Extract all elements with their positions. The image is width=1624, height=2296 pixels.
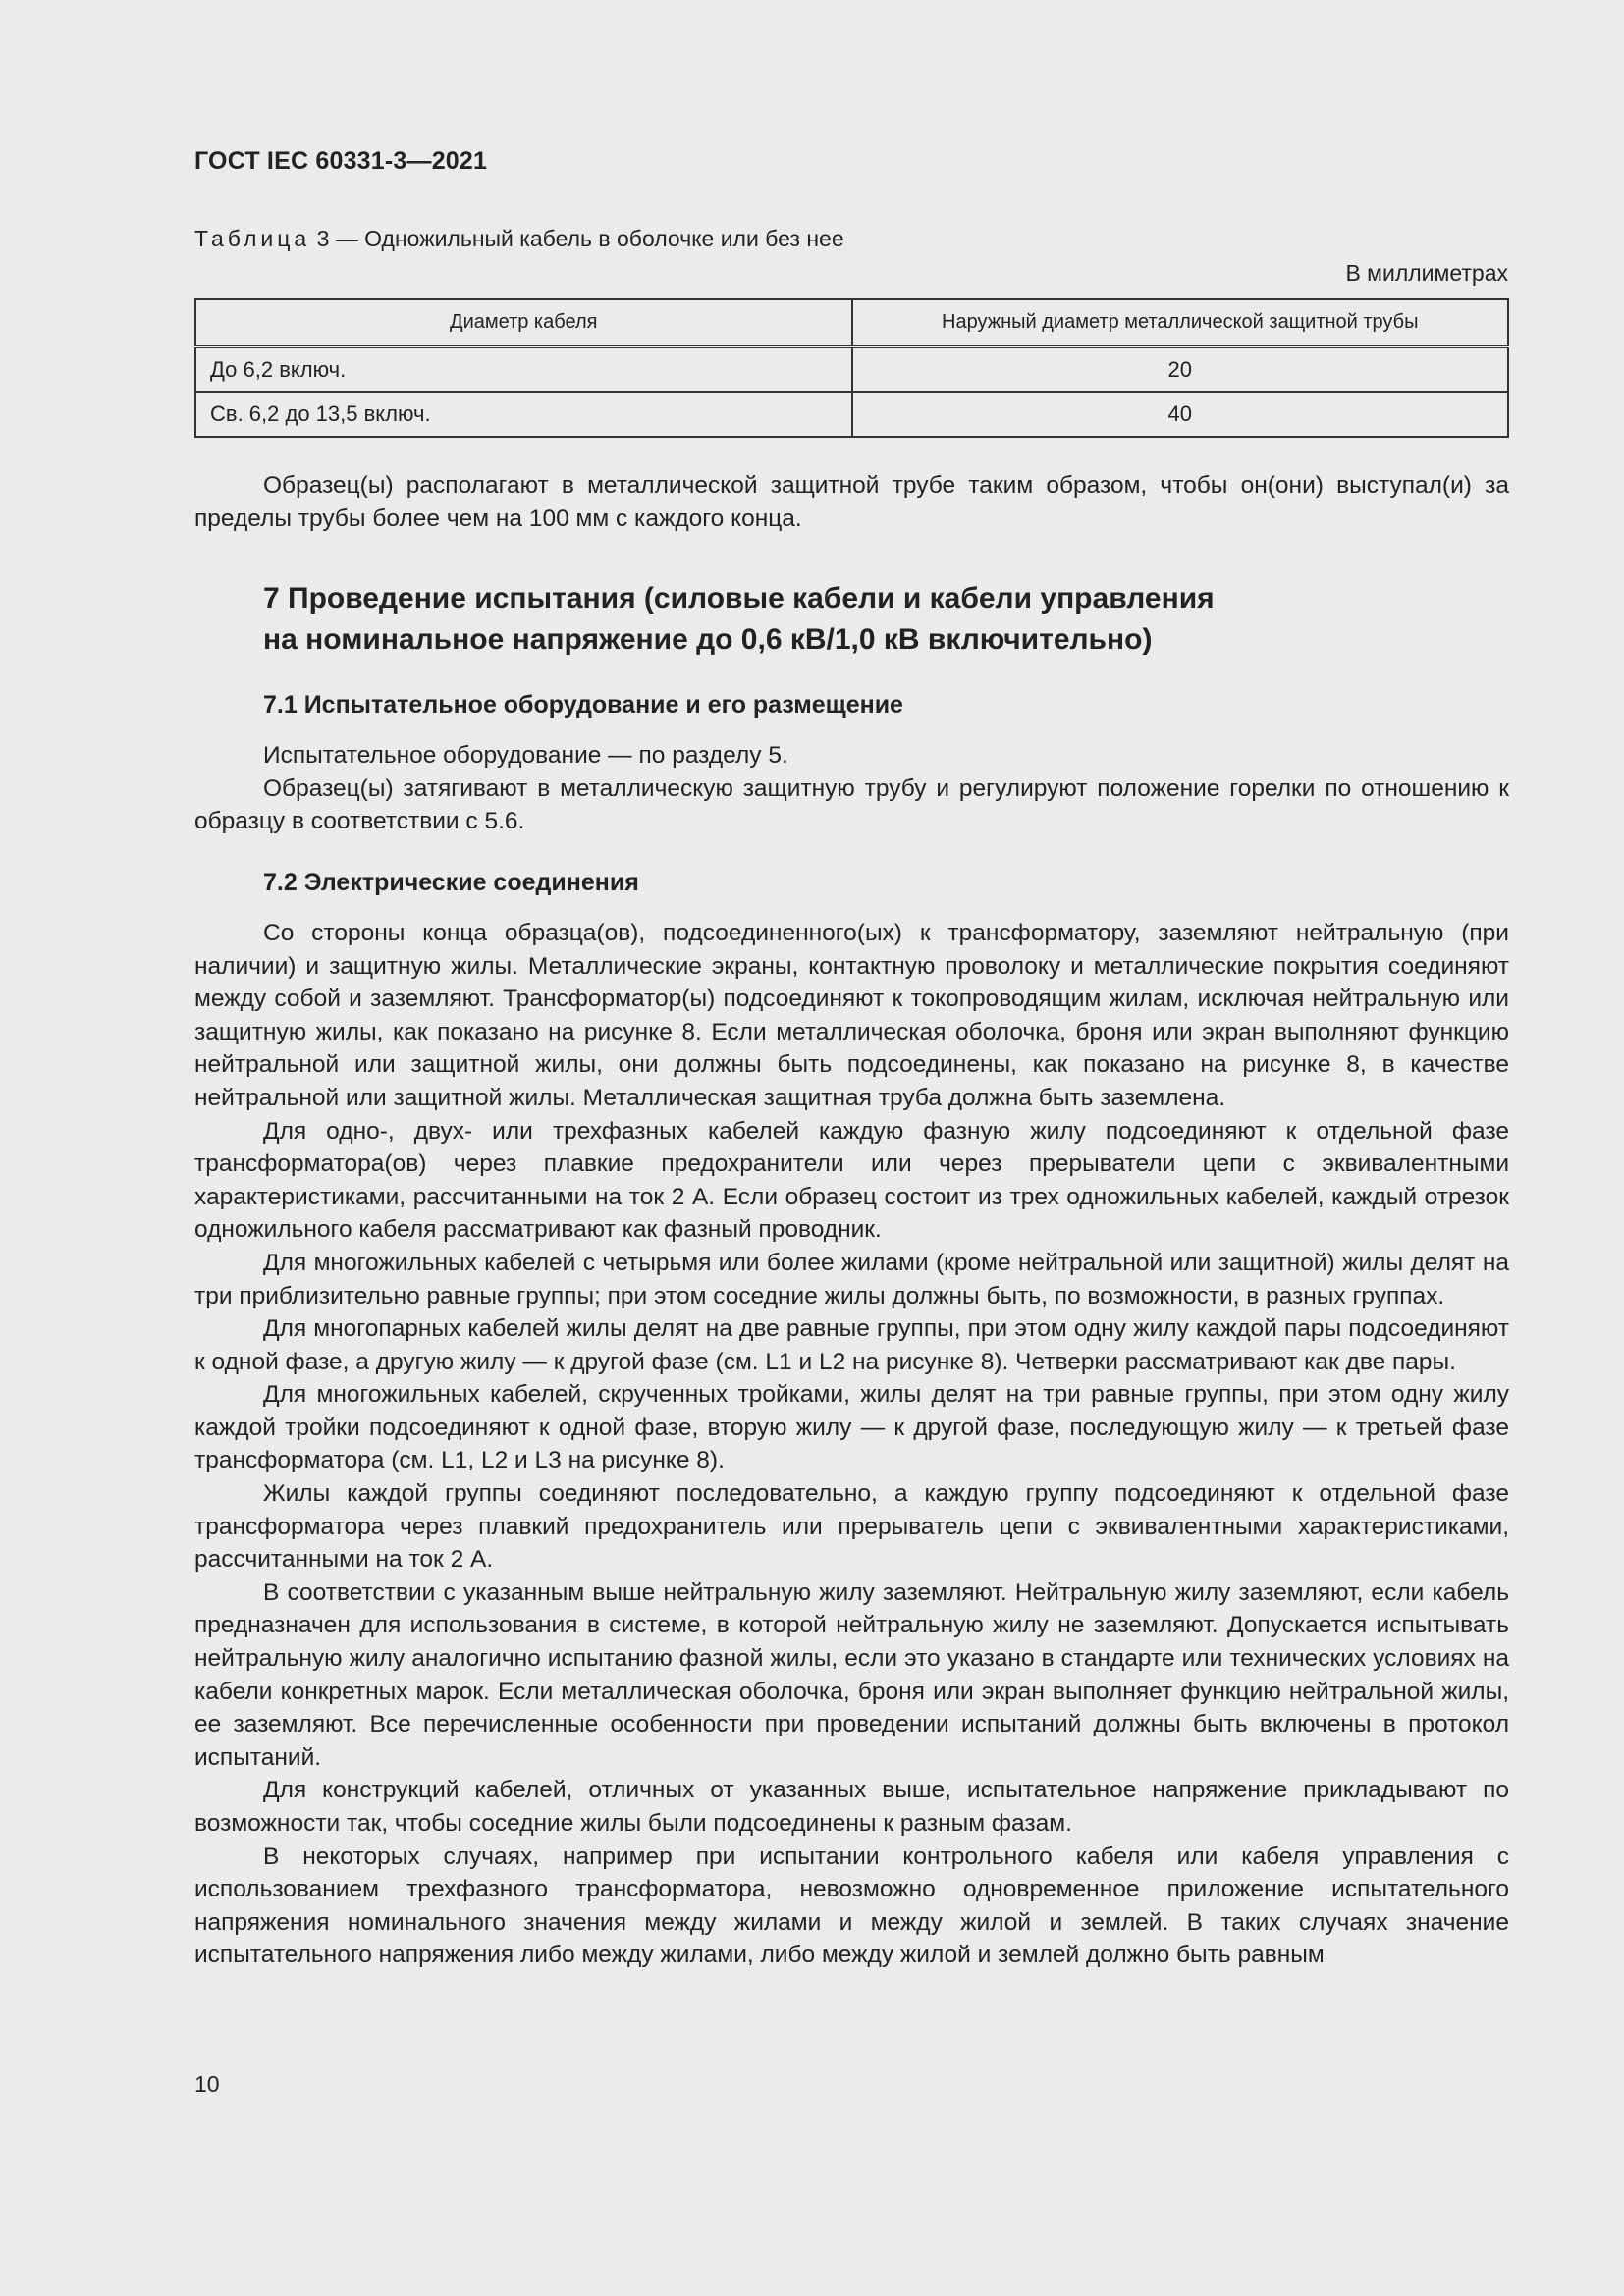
table-cell-diameter: Св. 6,2 до 13,5 включ.	[195, 392, 852, 437]
section-7-2-heading: 7.2 Электрические соединения	[263, 868, 639, 896]
paragraph: Испытательное оборудование — по разделу 5.	[263, 742, 788, 770]
table-cell-tube: 40	[852, 392, 1509, 437]
table-header-cell: Диаметр кабеля	[195, 299, 852, 347]
table-header-row	[195, 299, 1508, 347]
paragraph: Для конструкций кабелей, отличных от указанных выше, испытательное напряжение прикладывают по возможности так, чтобы соседние жилы были подсоединены к разным фазам.	[194, 1777, 1509, 1837]
document-header: ГОСТ IEC 60331-3—2021	[194, 147, 488, 175]
paragraph: Для многожильных кабелей с четырьмя или более жилами (кроме нейтральной или защитной) жилы делят на три приблизительно равные группы; при этом соседние жилы должны быть, по возможности, в разных группах.	[194, 1249, 1509, 1309]
table-caption-text: 3 — Одножильный кабель в оболочке или без нее	[316, 226, 844, 251]
section-7-heading-line1: 7 Проведение испытания (силовые кабели и кабели управления	[263, 582, 1215, 615]
table-caption	[194, 226, 844, 252]
table-header-cell: Наружный диаметр металлической защитной трубы	[852, 299, 1509, 347]
paragraph: В некоторых случаях, например при испытании контрольного кабеля или кабеля управления с использованием трехфазного трансформатора, невозможно одновременное приложение испытательного напряжения номинального значения между жилами и между жилой и землей. В таких случаях значение испытательного напряжения либо между жилами, либо между жилой и землей должно быть равным	[194, 1842, 1509, 1969]
document-body	[194, 469, 1509, 1972]
table-cell-diameter: До 6,2 включ.	[195, 347, 852, 392]
section-7-1-heading: 7.1 Испытательное оборудование и его размещение	[263, 691, 903, 720]
paragraph: Для многопарных кабелей жилы делят на две равные группы, при этом одну жилу каждой пары подсоединяют к одной фазе, а другую жилу — к другой фазе (см. L1 и L2 на рисунке 8). Четверки рассматривают как две пары.	[194, 1315, 1509, 1375]
paragraph: Образец(ы) затягивают в металлическую защитную трубу и регулируют положение горелки по отношению к образцу в соответствии с 5.6.	[194, 774, 1509, 835]
section-7-heading-line2: на номинальное напряжение до 0,6 кВ/1,0 кВ включительно)	[263, 623, 1153, 657]
table-row	[195, 392, 1508, 437]
table-caption-prefix: Таблица	[194, 226, 311, 251]
paragraph: Для одно-, двух- или трехфазных кабелей каждую фазную жилу подсоединяют к отдельной фазе трансформатора(ов) через плавкие предохранители или через прерыватели цепи с эквивалентными характеристиками, рассчитанными на ток 2 А. Если образец состоит из трех одножильных кабелей, каждый отрезок одножильного кабеля рассматривают как фазный проводник.	[194, 1117, 1509, 1244]
table-row	[195, 347, 1508, 392]
paragraph: Жилы каждой группы соединяют последовательно, а каждую группу подсоединяют к отдельной фазе трансформатора через плавкий предохранитель или прерыватель цепи с эквивалентными характеристиками, рассчитанными на ток 2 А.	[194, 1480, 1509, 1574]
table-cell-tube: 20	[852, 347, 1509, 392]
paragraph: В соответствии с указанным выше нейтральную жилу заземляют. Нейтральную жилу заземляют, если кабель предназначен для использования в системе, в которой нейтральную жилу не заземляют. Допускается испытывать нейтральную жилу аналогично испытанию фазной жилы, если это указано в стандарте или технических условиях на кабели конкретных марок. Если металлическая оболочка, броня или экран выполняет функцию нейтральной жилы, ее заземляют. Все перечисленные особенности при проведении испытаний должны быть включены в протокол испытаний.	[194, 1578, 1509, 1771]
page-number: 10	[194, 2071, 220, 2097]
table-units: В миллиметрах	[1345, 260, 1508, 286]
paragraph: Со стороны конца образца(ов), подсоединенного(ых) к трансформатору, заземляют нейтральную (при наличии) и защитную жилы. Металлические экраны, контактную проволоку и металлические покрытия соединяют между собой и заземляют. Трансформатор(ы) подсоединяют к токопроводящим жилам, исключая нейтральную или защитную жилы, как показано на рисунке 8. Если металлическая оболочка, броня или экран выполняют функцию нейтральной или защитной жилы, они должны быть подсоединены, как показано на рисунке 8, в качестве нейтральной или защитной жилы. Металлическая защитная труба должна быть заземлена.	[194, 919, 1509, 1111]
paragraph: Образец(ы) располагают в металлической защитной трубе таким образом, чтобы он(они) выступал(и) за пределы трубы более чем на 100 мм с каждого конца.	[194, 472, 1509, 532]
paragraph: Для многожильных кабелей, скрученных тройками, жилы делят на три равные группы, при этом одну жилу каждой тройки подсоединяют к одной фазе, вторую жилу — к другой фазе, последующую жилу — к третьей фазе трансформатора (см. L1, L2 и L3 на рисунке 8).	[194, 1381, 1509, 1474]
cable-tube-table	[194, 298, 1509, 438]
section-7-heading	[263, 578, 1509, 661]
